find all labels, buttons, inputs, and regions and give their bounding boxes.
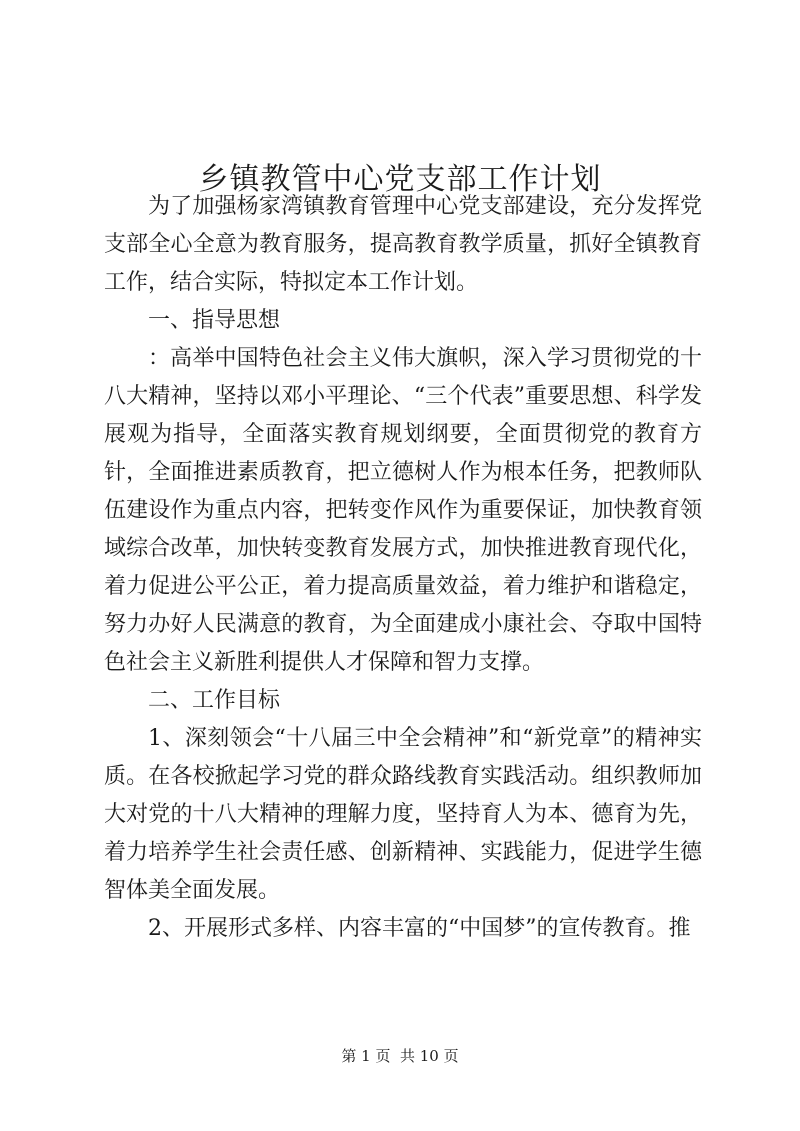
guiding-ideology-paragraph: ：高举中国特色社会主义伟大旗帜，深入学习贯彻党的十八大精神，坚持以邓小平理论、“三个代表”重要思想、科学发展观为指导，全面落实教育规划纲要，全面贯彻党的教育方针，全面推进素质教育，把立德树人作为根本任务，把教师队伍建设作为重点内容，把转变作风作为重要保证，加快教育领域综合改革，加快转变教育发展方式，加快推进教育现代化，着力促进公平公正，着力提高质量效益，着力维护和谐稳定，努力办好人民满意的教育，为全面建成小康社会、夺取中国特色社会主义新胜利提供人才保障和智力支撑。 bbox=[104, 346, 702, 675]
document-title: 乡镇教管中心党支部工作计划 bbox=[198, 162, 602, 198]
page-number-label: 第 1 页 共 10 页 bbox=[341, 1047, 459, 1065]
work-goal-paragraph-2: 2、开展形式多样、内容丰富的“中国梦”的宣传教育。推 bbox=[148, 916, 691, 941]
work-goal-paragraph-1: 1、深刻领会“十八届三中全会精神”和“新党章”的精神实质。在各校掀起学习党的群众路线教育实践活动。组织教师加大对党的十八大精神的理解力度，坚持育人为本、德育为先，着力培养学生社会责任感、创新精神、实践能力，促进学生德智体美全面发展。 bbox=[104, 726, 702, 903]
intro-paragraph: 为了加强杨家湾镇教育管理中心党支部建设，充分发挥党支部全心全意为教育服务，提高教育教学质量，抓好全镇教育工作，结合实际，特拟定本工作计划。 bbox=[104, 194, 702, 295]
section-heading-work-goals: 二、工作目标 bbox=[148, 688, 281, 713]
page-footer bbox=[0, 1046, 800, 1066]
section-heading-guiding-ideology: 一、指导思想 bbox=[148, 308, 281, 333]
document-body bbox=[104, 188, 702, 948]
